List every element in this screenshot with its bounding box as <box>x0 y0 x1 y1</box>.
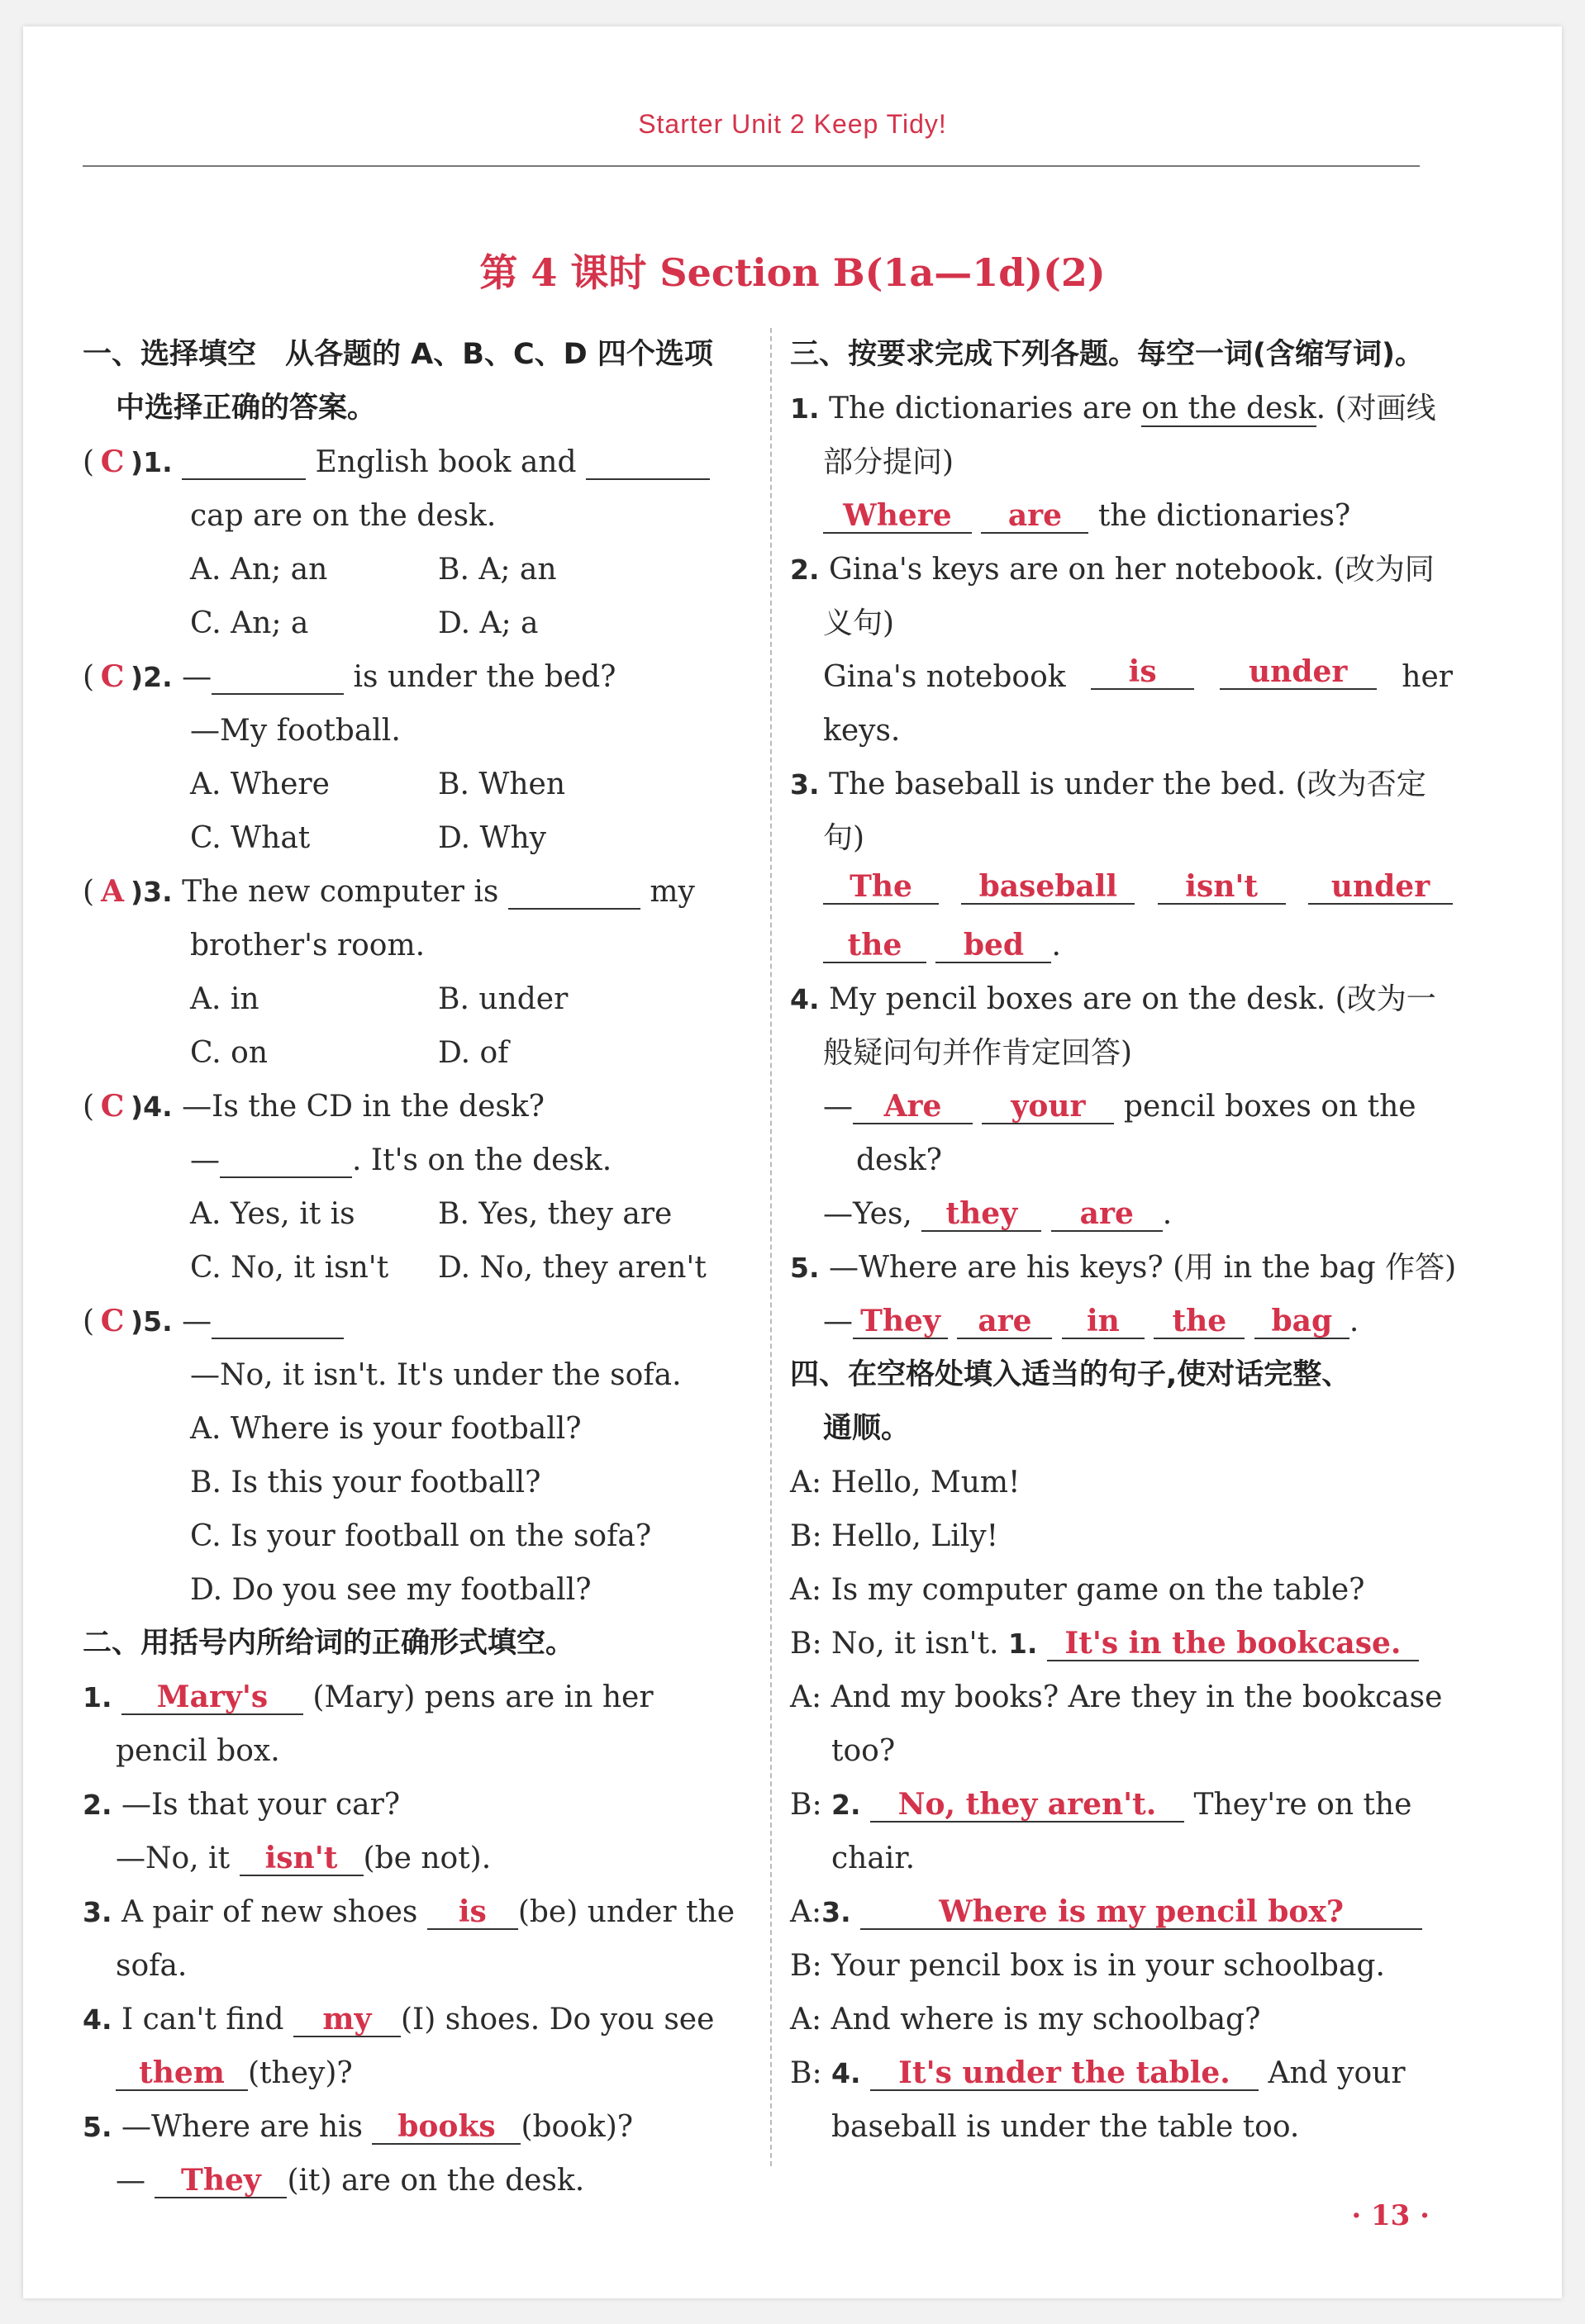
s4-answer2: No, they aren't. <box>870 1783 1184 1823</box>
s1-q3-answer: A <box>101 874 125 909</box>
section4-heading: 四、在空格处填入适当的句子,使对话完整、 <box>790 1358 1351 1391</box>
s4-answer4: It's under the table. <box>870 2051 1259 2091</box>
s2-q2: 2. —Is that your car? <box>83 1788 401 1822</box>
s2-q5-answer1: books <box>372 2105 521 2145</box>
section1-heading-cont: 中选择正确的答案。 <box>116 392 377 425</box>
s1-q4-answer: C <box>100 1089 125 1124</box>
s1-q2: ( C )2. — is under the bed? <box>83 650 754 704</box>
blank <box>220 1138 352 1178</box>
section1-heading: 一、选择填空 从各题的 A、B、C、D 四个选项 <box>83 338 713 371</box>
s4-answer3: Where is my pencil box? <box>860 1890 1422 1930</box>
s3-q3: 3. The baseball is under the bed. (改为否定 <box>790 768 1426 801</box>
s3-q4: 4. My pencil boxes are on the desk. (改为一 <box>790 982 1436 1016</box>
s2-q1: 1. Mary's (Mary) pens are in her <box>83 1671 754 1724</box>
page-number: · 13 · <box>1351 2199 1430 2232</box>
s1-q1: ( C )1. English book and <box>83 435 754 489</box>
blank <box>586 440 710 480</box>
s2-q5-answer2: They <box>155 2159 287 2198</box>
lesson-title: 第 4 课时 Section B(1a—1d)(2) <box>479 250 1106 295</box>
header-rule <box>83 165 1420 167</box>
s2-q4: 4. I can't find my (I) shoes. Do you see <box>83 1993 754 2046</box>
right-column: 三、按要求完成下列各题。每空一词(含缩写词)。 1. The dictionaries are on the desk. (对画线 部分提问) Where are the dictionaries? 2. Gina's keys are on her notebook. (改为同 义句) Gina's notebook is under her keys. 3. The baseball is under the bed. (改为否定 句) The baseball isn't under the bed . 4. My pencil boxes are on the desk. (改为一 般疑问句并作肯定回答) — Are your pencil boxes on the desk? —Yes, they are . 5. —Where are his keys? (用 in the bag 作答) — They are in the bag . 四、在空格处填入适当的句子,使对话完整、 通顺。 A: Hello, Mum! B: Hello, Lily! A: Is my computer game on the table? B: No, it isn't. 1. It's in the bookcase. A: And my books? Are they in the bookcase too? B: 2. No, they aren't. They're on the chair. A:3. Where is my pencil box? B: Your pencil box is in your schoolbag. A: And where is my schoolbag? B: 4. It's under the table. And your baseball is under the table too. <box>790 328 1453 2154</box>
s1-q5-answer: C <box>100 1304 125 1338</box>
s2-q1-answer: Mary's <box>121 1675 303 1715</box>
s1-q4: ( C )4. —Is the CD in the desk? <box>83 1080 754 1133</box>
section3-heading: 三、按要求完成下列各题。每空一词(含缩写词)。 <box>790 338 1424 371</box>
blank <box>212 1300 344 1339</box>
s2-q5: 5. —Where are his books (book)? <box>83 2100 754 2154</box>
s2-q4-answer1: my <box>293 1998 401 2037</box>
s3-q2: 2. Gina's keys are on her notebook. (改为同 <box>790 553 1435 587</box>
s2-q4-answer2: them <box>116 2051 248 2091</box>
blank <box>182 440 306 480</box>
s1-q3: ( A )3. The new computer is my <box>83 865 754 919</box>
s2-q3-answer: is <box>427 1890 518 1930</box>
underlined-phrase: on the desk <box>1141 392 1316 425</box>
s2-q3: 3. A pair of new shoes is (be) under the <box>83 1885 754 1939</box>
s4-answer1: It's in the bookcase. <box>1047 1622 1419 1661</box>
blank <box>508 870 640 910</box>
s1-q2-answer: C <box>100 659 125 694</box>
section2-heading: 二、用括号内所给词的正确形式填空。 <box>83 1627 575 1660</box>
worksheet-page <box>23 26 1562 2298</box>
s3-q1: 1. The dictionaries are on the desk. (对画线 <box>790 392 1436 425</box>
blank <box>212 655 344 695</box>
s2-q2-answer: isn't <box>240 1837 364 1876</box>
column-divider <box>770 328 772 2166</box>
s1-q1-answer: C <box>100 444 125 479</box>
left-column: 一、选择填空 从各题的 A、B、C、D 四个选项 中选择正确的答案。 ( C )1. English book and cap are on the desk. A. An; an B. A; an C. An; a D. A; a ( C )2. — is under the bed? —My football. A. Where B. When C. What D. Why ( A )3. The new computer is my brother's room. A. in B. under C. on D. of ( C )4. —Is the CD in the desk? — . It's on the desk. A. Yes, it is B. Yes, they are C. No, it isn't D. No, they aren't ( C )5. — —No, it isn't. It's under the sofa. A. Where is your football? B. Is this your football? C. Is your football on the sofa? D. Do you see my football? 二、用括号内所给词的正确形式填空。 1. Mary's (Mary) pens are in her pencil box. 2. —Is that your car? —No, it isn't (be not). 3. A pair of new shoes is (be) under the sofa. 4. I can't find my (I) shoes. Do you see them (they)? 5. —Where are his books (book)? — They (it) are on the desk. <box>83 328 754 2208</box>
s1-q5: ( C )5. — <box>83 1295 754 1348</box>
s3-q5: 5. —Where are his keys? (用 in the bag 作答) <box>790 1251 1457 1285</box>
unit-header: Starter Unit 2 Keep Tidy! <box>638 109 947 139</box>
